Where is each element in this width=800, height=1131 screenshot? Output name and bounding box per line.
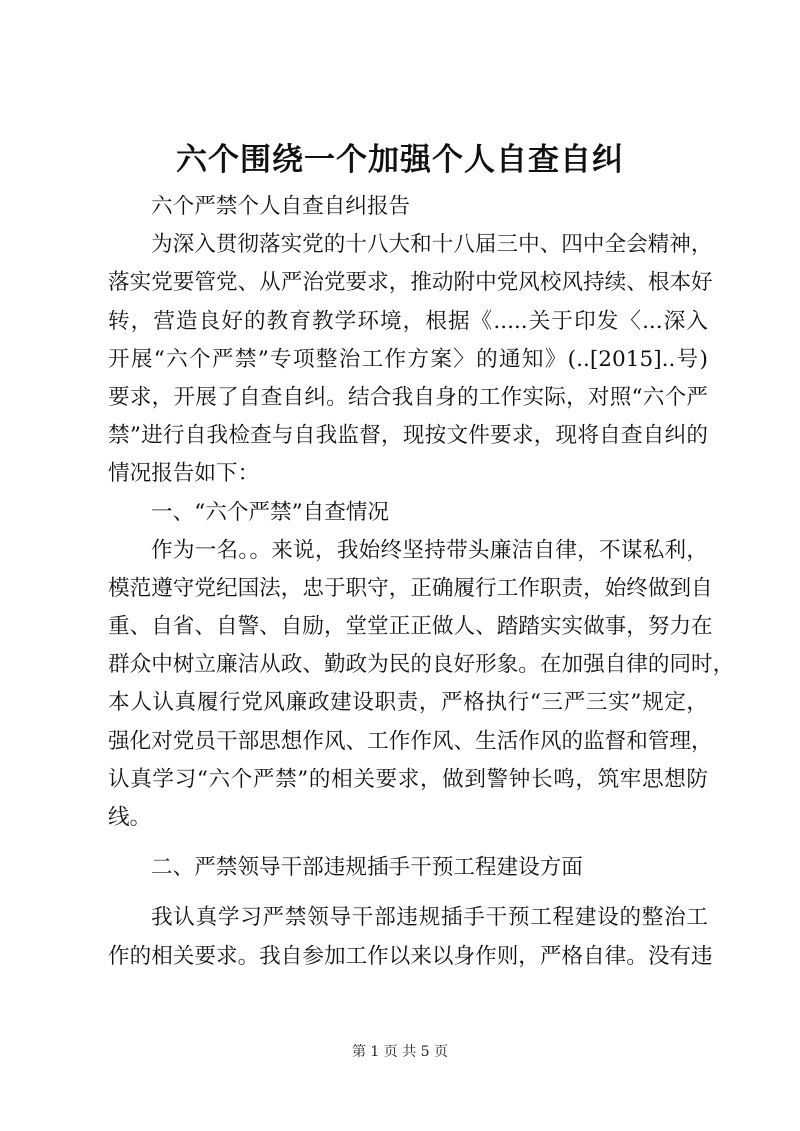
paragraph-line: 强化对党员干部思想作风、工作作风、生活作风的监督和管理， xyxy=(108,728,713,754)
paragraph-line: 落实党要管党、从严治党要求，推动附中党风校风持续、根本好 xyxy=(108,270,713,296)
section-heading: 一、“六个严禁”自查情况 xyxy=(151,499,390,525)
paragraph-line: 要求，开展了自查自纠。结合我自身的工作实际，对照“六个严 xyxy=(108,384,708,410)
paragraph-line: 线。 xyxy=(108,805,152,830)
paragraph-line: 作为一名。。来说，我始终坚持带头廉洁自律，不谋私利， xyxy=(151,537,708,563)
paragraph-line: 开展“六个严禁”专项整治工作方案〉的通知》(..[2015]..号) xyxy=(108,346,708,372)
paragraph-line: 为深入贯彻落实党的十八大和十八届三中、四中全会精神， xyxy=(151,232,713,258)
paragraph-line: 情况报告如下： xyxy=(108,461,260,487)
paragraph-line: 重、自省、自警、自励，堂堂正正做人、踏踏实实做事，努力在 xyxy=(108,614,713,640)
section-heading: 二、严禁领导干部违规插手干预工程建设方面 xyxy=(151,855,583,881)
subtitle: 六个严禁个人自查自纠报告 xyxy=(151,194,411,219)
paragraph-line: 本人认真履行党风廉政建设职责，严格执行“三严三实”规定， xyxy=(108,690,708,716)
paragraph-line: 认真学习“六个严禁”的相关要求，做到警钟长鸣，筑牢思想防 xyxy=(108,766,708,792)
paragraph-gap xyxy=(108,887,708,899)
paragraph-line: 群众中树立廉洁从政、勤政为民的良好形象。在加强自律的同时， xyxy=(108,652,735,678)
paragraph-line: 我认真学习严禁领导干部违规插手干预工程建设的整治工 xyxy=(151,905,708,931)
document-title: 六个围绕一个加强个人自查自纠 xyxy=(176,142,624,178)
paragraph-line: 作的相关要求。我自参加工作以来以身作则，严格自律。没有违 xyxy=(108,943,713,969)
document-body xyxy=(108,188,735,976)
paragraph-line: 禁”进行自我检查与自我监督，现按文件要求，现将自查自纠的 xyxy=(108,423,708,449)
paragraph-line: 模范遵守党纪国法，忠于职守，正确履行工作职责，始终做到自 xyxy=(108,575,713,601)
paragraph-line: 转，营造良好的教育教学环境，根据《.....关于印发〈...深入 xyxy=(108,308,708,334)
paragraph-gap xyxy=(108,837,708,849)
page-number-footer: 第 1 页 共 5 页 xyxy=(351,1044,449,1060)
